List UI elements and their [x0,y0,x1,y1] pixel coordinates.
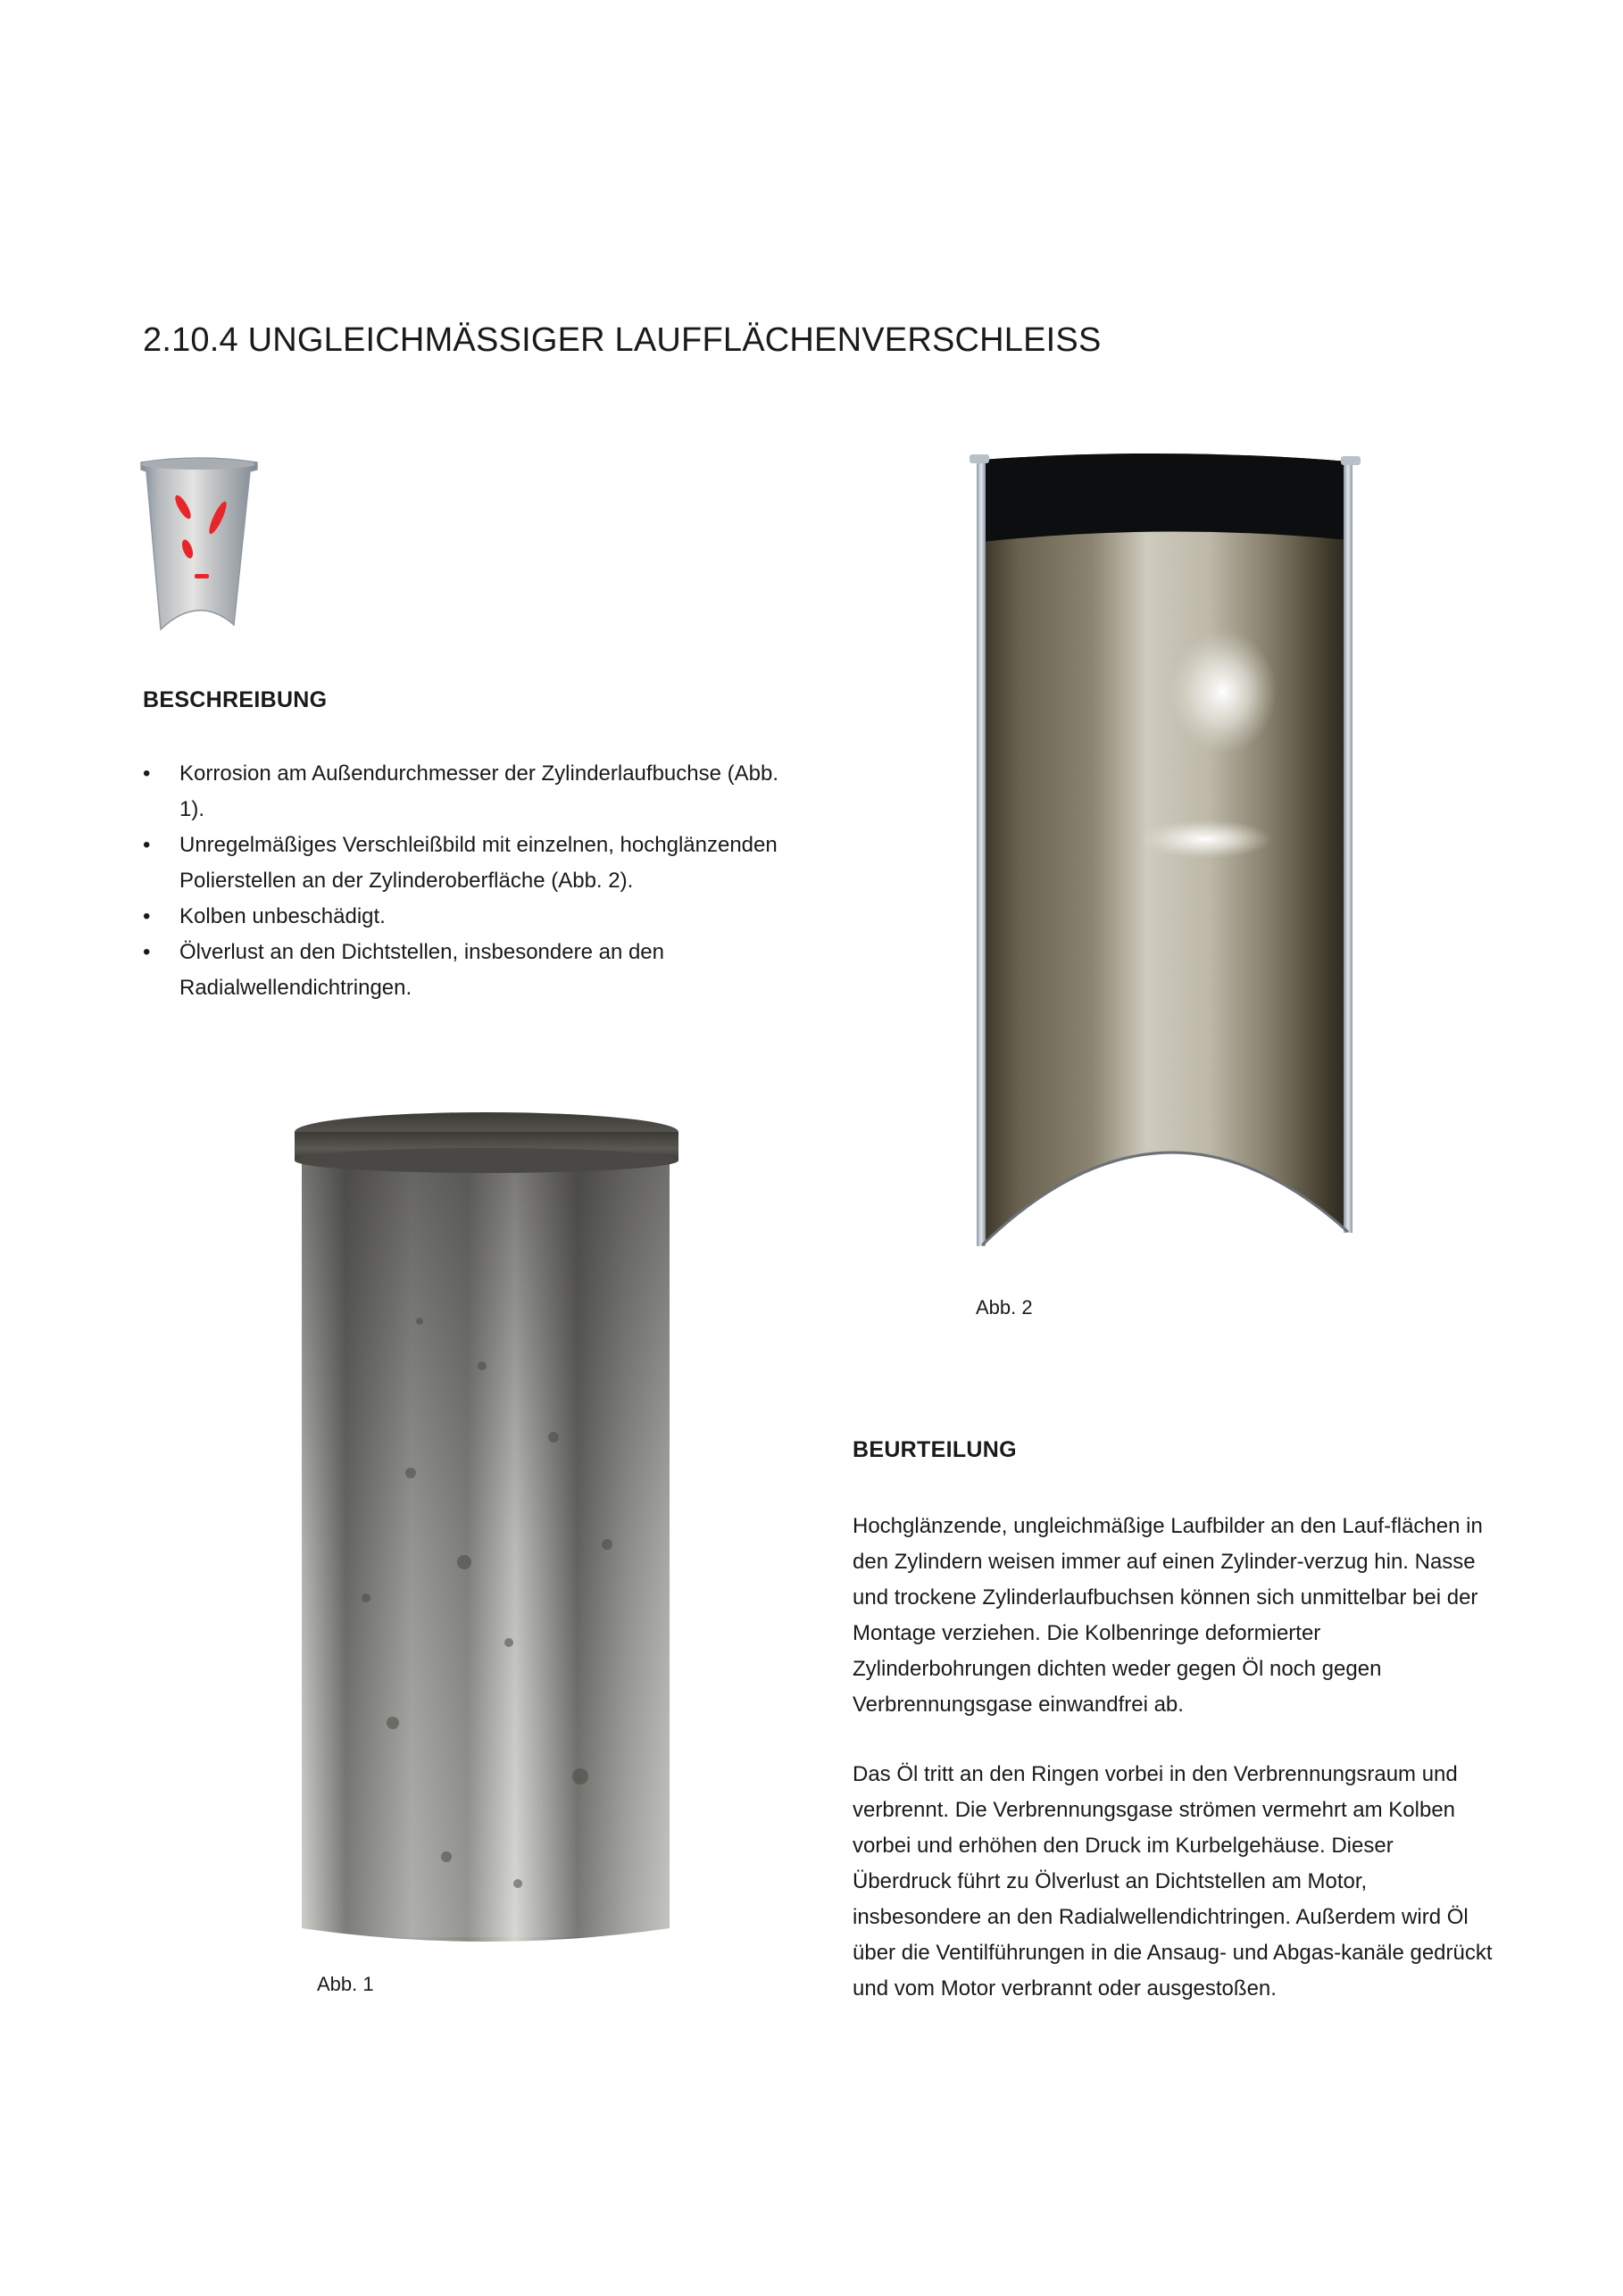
section-heading-beurteilung: BEURTEILUNG [853,1437,1017,1462]
section-heading-beschreibung: BESCHREIBUNG [143,687,328,712]
description-item [143,935,786,1006]
bullet-icon: • [143,940,151,964]
page-title: 2.10.4 UNGLEICHMÄSSIGER LAUFFLÄCHENVERSCHLEISS [143,321,1102,359]
assessment-paragraph: Das Öl tritt an den Ringen vorbei in den Verbrennungsraum und verbrennt. Die Verbrennungsgase strömen vermehrt am Kolben vorbei und erhöhen den Druck im Kurbelgehäuse. Dieser Überdruck führt zu Ölverlust an Dichtstellen am Motor, insbesondere an den Radialwellendichtringen. Außerdem wird Öl über die Ventilführungen in die Ansaug- und Abgas-kanäle gedrückt und vom Motor verbrannt oder ausgestoßen. [853,1762,1493,2001]
half-cylinder-liner-image [937,442,1393,1268]
figure-1-photo [286,1098,696,1964]
wear-marker [195,574,209,578]
bullet-icon: • [143,833,151,857]
description-item-text: Korrosion am Außendurchmesser der Zylinderlaufbuchse (Abb. 1). [179,761,778,821]
description-item-text: Unregelmäßiges Verschleißbild mit einzelnen, hochglänzenden Polierstellen an der Zylinderoberfläche (Abb. 2). [179,833,778,893]
wear-pattern-thumbnail [134,446,263,638]
bullet-icon: • [143,761,151,786]
corroded-cylinder-liner-image [286,1098,696,1964]
description-item-text: Ölverlust an den Dichtstellen, insbesondere an den Radialwellendichtringen. [179,940,664,1000]
figure-2-caption: Abb. 2 [976,1296,1033,1319]
figure-2-photo [937,442,1393,1268]
assessment-paragraph: Hochglänzende, ungleichmäßige Laufbilder an den Lauf-flächen in den Zylindern weisen immer auf einen Zylinder-verzug hin. Nasse und trockene Zylinderlaufbuchsen können sich unmittelbar bei der Montage verziehen. Die Kolbenringe deformierter Zylinderbohrungen dichten weder gegen Öl noch gegen Verbrennungsgase einwandfrei ab. [853,1514,1483,1717]
bullet-icon: • [143,904,151,928]
description-list [143,756,786,1006]
description-item [143,756,786,828]
description-item [143,899,786,935]
description-item-text: Kolben unbeschädigt. [179,904,386,928]
figure-1-caption: Abb. 1 [317,1973,374,1995]
cylinder-liner-icon [134,446,263,638]
description-item [143,828,786,899]
